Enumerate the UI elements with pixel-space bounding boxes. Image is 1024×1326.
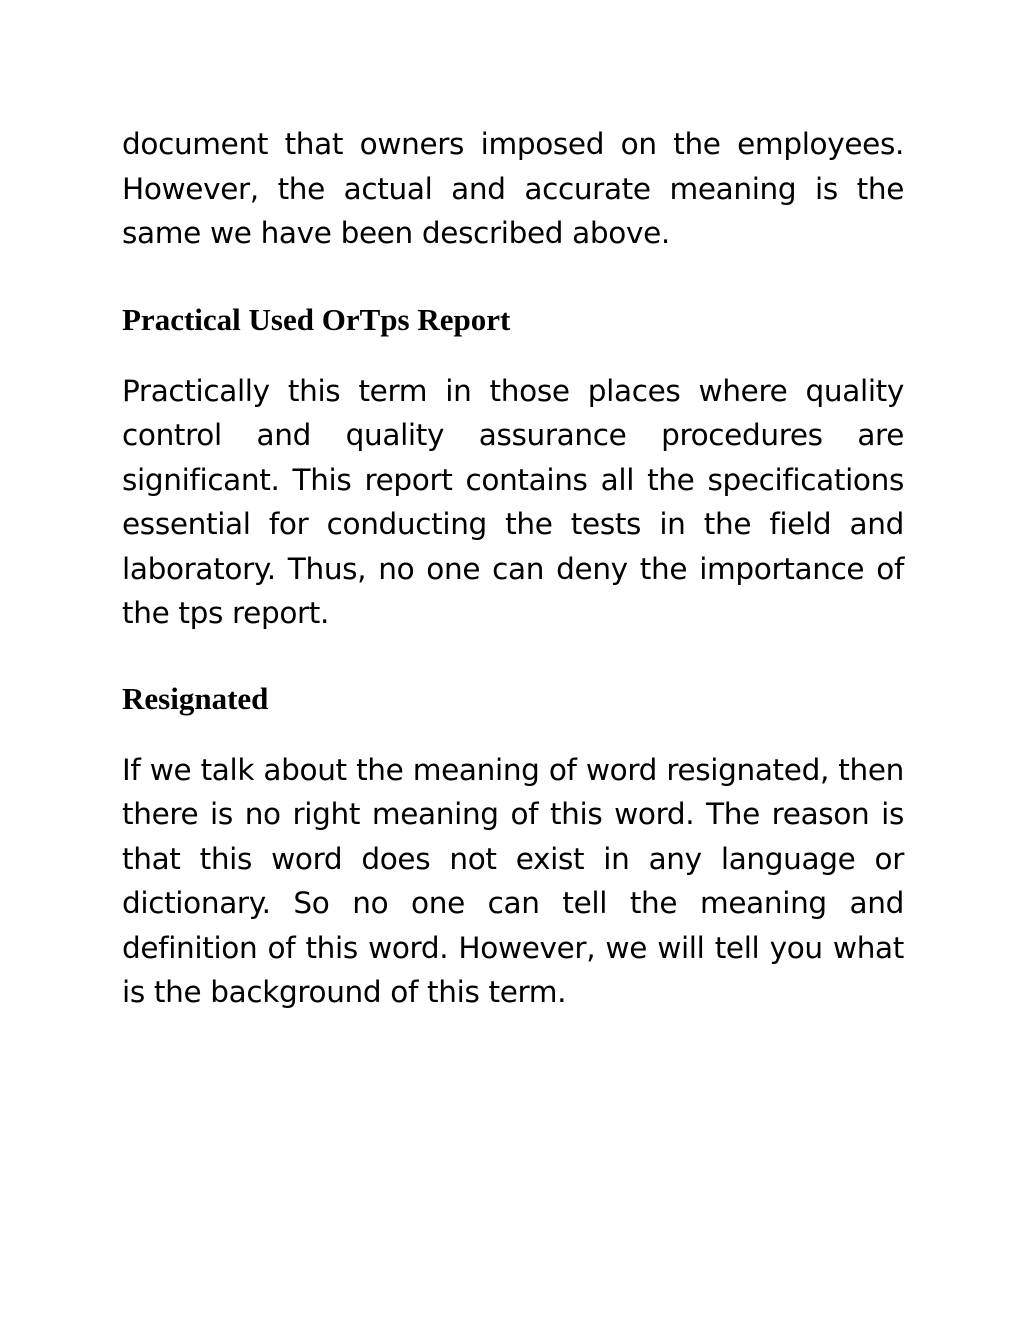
body-paragraph: If we talk about the meaning of word resignated, then there is no right meaning of this word. The reason is that this word does not exist in any language or dictionary. So no one can tell the meaning and definition of this word. However, we will tell you what is the background of this term.	[122, 752, 904, 1009]
document-page	[122, 122, 904, 1015]
body-paragraph: Practically this term in those places where quality control and quality assurance procedures are significant. This report contains all the specifications essential for conducting the tests in the field and laboratory. Thus, no one can deny the importance of the tps report.	[122, 373, 904, 630]
section-heading: Practical Used OrTps Report	[122, 301, 511, 337]
section-heading: Resignated	[122, 680, 269, 716]
body-paragraph: document that owners imposed on the employees. However, the actual and accurate meaning is the same we have been described above.	[122, 127, 904, 250]
